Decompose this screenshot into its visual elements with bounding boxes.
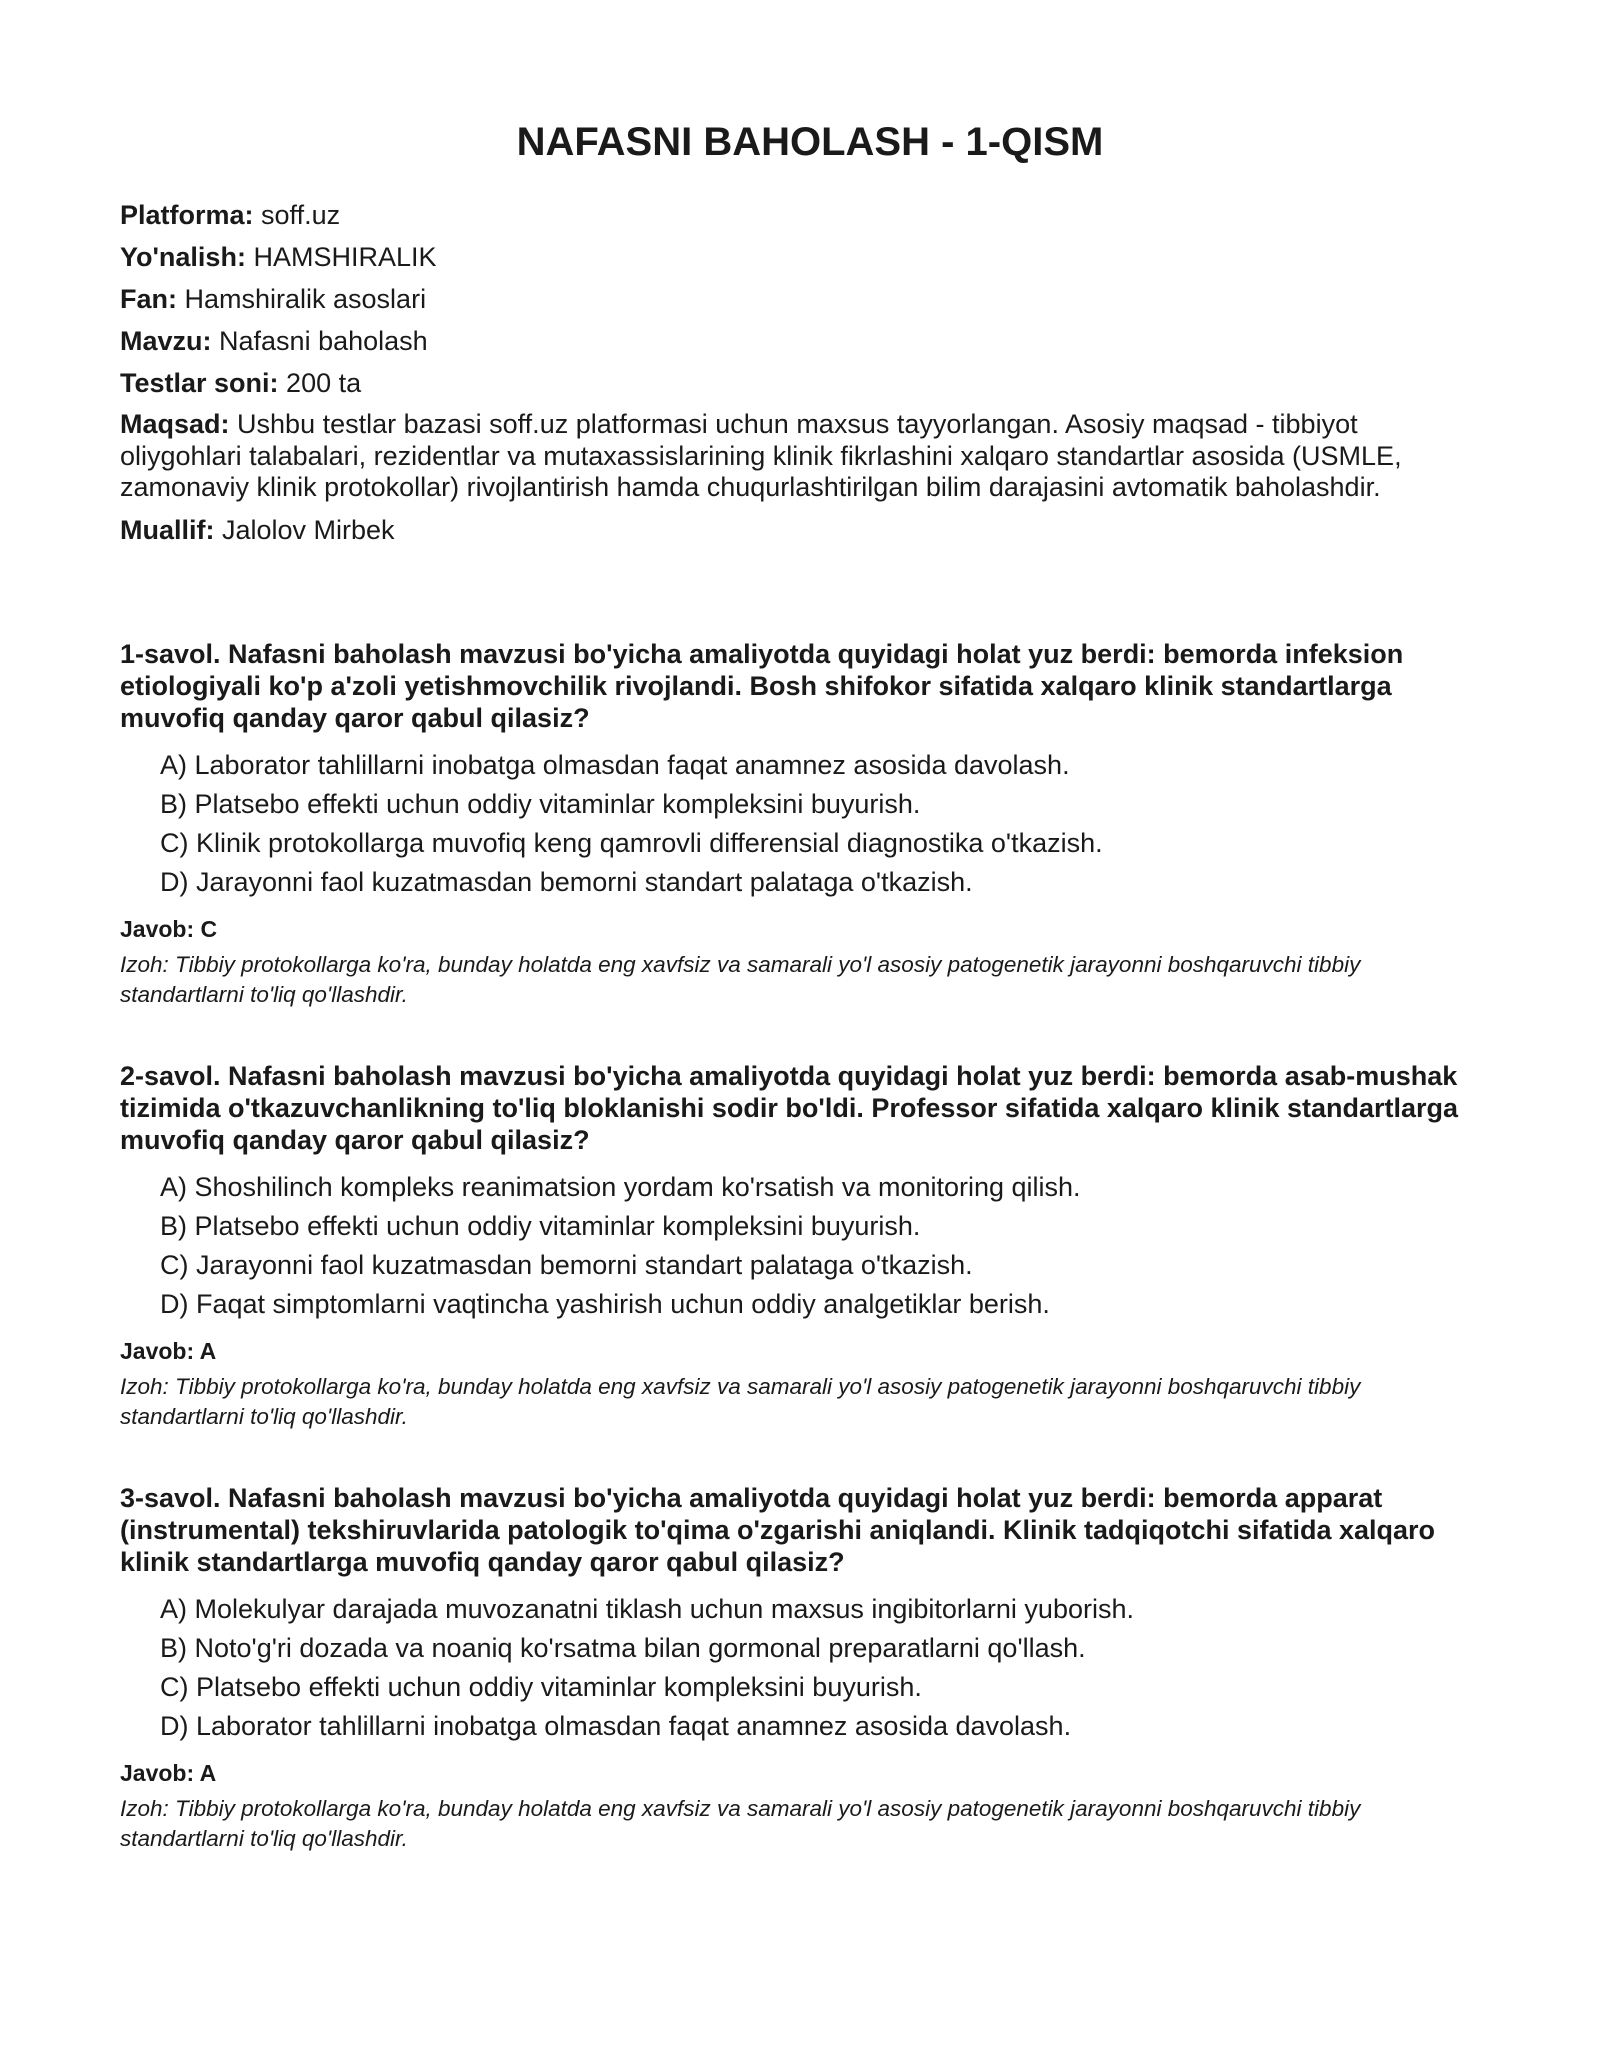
page-title: NAFASNI BAHOLASH - 1-QISM	[516, 120, 1104, 164]
meta-label: Fan:	[120, 284, 177, 314]
question-2	[120, 1060, 1480, 1432]
metadata-block	[120, 199, 1480, 546]
meta-value: soff.uz	[253, 200, 341, 230]
meta-label: Muallif:	[120, 514, 215, 545]
question-text: 1-savol. Nafasni baholash mavzusi bo'yicha amaliyotda quyidagi holat yuz berdi: bemorda infeksion etiologiyali ko'p a'zoli yetishmovchilik rivojlandi. Bosh shifokor sifatida xalqaro klinik standartlarga muvofiq qanday qaror qabul qilasiz?	[120, 638, 1404, 733]
meta-value: 200 ta	[278, 368, 362, 398]
option-list	[160, 746, 1480, 902]
question-3	[120, 1482, 1480, 1854]
spacer	[120, 556, 1480, 638]
option-c: C) Platsebo effekti uchun oddiy vitaminlar kompleksini buyurish.	[160, 1671, 922, 1702]
meta-author	[120, 514, 1480, 546]
meta-label: Testlar soni:	[120, 368, 279, 398]
question-1	[120, 638, 1480, 1010]
option-a: A) Laborator tahlillarni inobatga olmasdan faqat anamnez asosida davolash.	[160, 749, 1070, 780]
document-page	[120, 120, 1480, 1854]
meta-label: Platforma:	[120, 200, 254, 230]
meta-purpose	[120, 409, 1480, 504]
explanation-note: Izoh: Tibbiy protokollarga ko'ra, bunday holatda eng xavfsiz va samarali yo'l asosiy patogenetik jarayonni boshqaruvchi tibbiy standartlarni to'liq qo'llashdir.	[120, 951, 1361, 1007]
meta-label: Yo'nalish:	[120, 242, 246, 272]
meta-direction	[120, 241, 1480, 273]
option-b: B) Noto'g'ri dozada va noaniq ko'rsatma bilan gormonal preparatlarni qo'llash.	[160, 1632, 1086, 1663]
option-list	[160, 1168, 1480, 1324]
meta-value: Jalolov Mirbek	[214, 514, 395, 545]
option-b: B) Platsebo effekti uchun oddiy vitaminlar kompleksini buyurish.	[160, 1210, 921, 1241]
meta-topic	[120, 325, 1480, 357]
question-text: 3-savol. Nafasni baholash mavzusi bo'yicha amaliyotda quyidagi holat yuz berdi: bemorda apparat (instrumental) tekshiruvlarida patologik to'qima o'zgarishi aniqlandi. Klinik tadqiqotchi sifatida xalqaro klinik standartlarga muvofiq qanday qaror qabul qilasiz?	[120, 1482, 1436, 1577]
option-d: D) Jarayonni faol kuzatmasdan bemorni standart palataga o'tkazish.	[160, 866, 973, 897]
meta-label: Maqsad:	[120, 409, 230, 439]
explanation-note: Izoh: Tibbiy protokollarga ko'ra, bunday holatda eng xavfsiz va samarali yo'l asosiy patogenetik jarayonni boshqaruvchi tibbiy standartlarni to'liq qo'llashdir.	[120, 1795, 1361, 1851]
answer-label: Javob: A	[120, 1759, 217, 1786]
spacer	[120, 1010, 1480, 1060]
question-text: 2-savol. Nafasni baholash mavzusi bo'yicha amaliyotda quyidagi holat yuz berdi: bemorda asab-mushak tizimida o'tkazuvchanlikning to'liq bloklanishi sodir bo'ldi. Professor sifatida xalqaro klinik standartlarga muvofiq qanday qaror qabul qilasiz?	[120, 1060, 1459, 1155]
meta-value: Hamshiralik asoslari	[177, 284, 427, 314]
meta-platform	[120, 199, 1480, 231]
meta-test-count	[120, 367, 1480, 399]
meta-subject	[120, 283, 1480, 315]
meta-value: Nafasni baholash	[211, 326, 428, 356]
answer-label: Javob: A	[120, 1337, 217, 1364]
option-c: C) Klinik protokollarga muvofiq keng qamrovli differensial diagnostika o'tkazish.	[160, 827, 1103, 858]
option-a: A) Shoshilinch kompleks reanimatsion yordam ko'rsatish va monitoring qilish.	[160, 1171, 1081, 1202]
option-a: A) Molekulyar darajada muvozanatni tiklash uchun maxsus ingibitorlarni yuborish.	[160, 1593, 1134, 1624]
spacer	[120, 1432, 1480, 1482]
option-c: C) Jarayonni faol kuzatmasdan bemorni standart palataga o'tkazish.	[160, 1249, 973, 1280]
option-d: D) Laborator tahlillarni inobatga olmasdan faqat anamnez asosida davolash.	[160, 1710, 1072, 1741]
meta-label: Mavzu:	[120, 326, 212, 356]
explanation-note: Izoh: Tibbiy protokollarga ko'ra, bunday holatda eng xavfsiz va samarali yo'l asosiy patogenetik jarayonni boshqaruvchi tibbiy standartlarni to'liq qo'llashdir.	[120, 1373, 1361, 1429]
meta-value: Ushbu testlar bazasi soff.uz platformasi uchun maxsus tayyorlangan. Asosiy maqsad - tibbiyot oliygohlari talabalari, rezidentlar va mutaxassislarining klinik fikrlashini xalqaro standartlar asosida (USMLE, zamonaviy klinik protokollar) rivojlantirish hamda chuqurlashtirilgan bilim darajasini avtomatik baholashdir.	[120, 409, 1402, 502]
option-list	[160, 1590, 1480, 1746]
answer-label: Javob: C	[120, 915, 218, 942]
option-d: D) Faqat simptomlarni vaqtincha yashirish uchun oddiy analgetiklar berish.	[160, 1288, 1050, 1319]
option-b: B) Platsebo effekti uchun oddiy vitaminlar kompleksini buyurish.	[160, 788, 921, 819]
meta-value: HAMSHIRALIK	[245, 242, 437, 272]
